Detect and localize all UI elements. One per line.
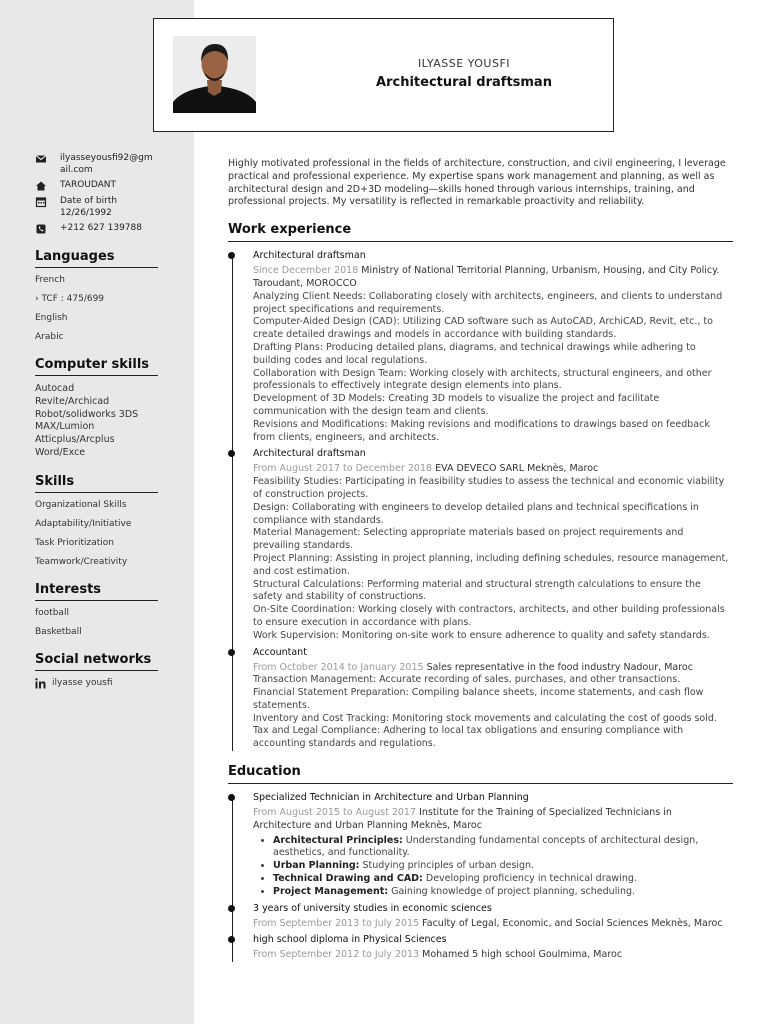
work-description (253, 291, 733, 445)
bullet-text: Understanding fundamental concepts of architectural design, aesthetics, and functionality. (273, 834, 699, 859)
education-entry (253, 933, 733, 962)
work-date: Since December 2018 (253, 265, 359, 277)
skills-heading: Skills (35, 474, 158, 493)
education-bullet (273, 835, 733, 861)
education-meta (253, 807, 733, 833)
computer-skill-item: Word/Exce (35, 446, 86, 458)
social-heading: Social networks (35, 652, 158, 671)
bullet-text: Developing proficiency in technical drawing. (422, 873, 637, 885)
work-description-line: Transaction Management: Accurate recording of sales, purchases, and other transactions. (253, 674, 681, 686)
work-meta (253, 265, 733, 291)
work-location: Nadour, Maroc (623, 661, 693, 673)
timeline-dot (228, 252, 235, 259)
phone-icon (35, 223, 47, 235)
education-title: Specialized Technician in Architecture and Urban Planning (253, 792, 529, 804)
profile-summary: Highly motivated professional in the fields of architecture, construction, and civil engineering, I leverage practical and professional experience. My expertise spans work management and planning, as well as architectural design and 2D+3D modeling—skills honed through various internships, training, and professional projects. My versatility is reflected in remarkable proactivity and reliability. (228, 158, 726, 208)
languages-heading: Languages (35, 249, 158, 268)
work-description-line: Computer-Aided Design (CAD): Utilizing CAD software such as AutoCAD, ArchiCAD, Revit, etc., to create detailed drawings and models in accordance with building standards. (253, 316, 713, 341)
work-description-line: Collaboration with Design Team: Working closely with architects, structural engineers, and other professionals to effectively integrate design elements into plans. (253, 367, 712, 392)
work-description-line: Design: Collaborating with engineers to develop detailed plans and technical specifications in compliance with standards. (253, 501, 699, 526)
education-bullet (273, 860, 733, 873)
computer-skills-heading: Computer skills (35, 357, 158, 376)
work-timeline (228, 249, 733, 751)
main-content (228, 158, 733, 965)
timeline-line (232, 252, 233, 751)
education-date: From September 2013 to July 2015 (253, 917, 420, 929)
mail-icon (35, 153, 47, 165)
work-description-line: Work Supervision: Monitoring on-site work to ensure adherence to quality and safety standards. (253, 629, 710, 641)
work-description-line: Project Planning: Assisting in project planning, including defining schedules, resource management, and cost estimation. (253, 552, 729, 577)
work-description-line: Material Management: Selecting appropriate materials based on project requirements and prevailing standards. (253, 527, 684, 552)
work-title: Architectural draftsman (253, 448, 366, 460)
work-organization: Ministry of National Territorial Planning, Urbanism, Housing, and City Policy. (361, 265, 720, 277)
computer-skill-item: Autocad (35, 383, 75, 394)
education-bullet (273, 873, 733, 886)
timeline-dot (228, 794, 235, 801)
sidebar (35, 152, 158, 689)
education-date: From August 2015 to August 2017 (253, 807, 417, 819)
work-date: From August 2017 to December 2018 (253, 463, 433, 475)
linkedin-link[interactable] (35, 678, 158, 689)
contact-email[interactable] (35, 152, 158, 176)
education-title: 3 years of university studies in economic sciences (253, 902, 492, 914)
education-bullet-list (253, 835, 733, 899)
phone-text: +212 627 139788 (60, 223, 142, 233)
job-title: Architectural draftsman (376, 75, 552, 90)
contact-city (35, 179, 158, 192)
work-description-line: Feasibility Studies: Participating in feasibility studies to assess the technical and economic viability of construction projects. (253, 476, 725, 500)
education-organization: Institute for the Training of Specialized Technicians in Architecture and Urban Planning (253, 807, 672, 831)
timeline-dot (228, 450, 235, 457)
education-location: Meknès, Maroc (651, 917, 723, 929)
timeline-dot (228, 649, 235, 656)
bullet-label: Architectural Principles: (273, 834, 403, 846)
computer-skill-item: Atticplus/Arcplus (35, 434, 115, 446)
dob-value: 12/26/1992 (60, 208, 112, 218)
computer-skills-text (35, 383, 158, 460)
education-heading: Education (228, 764, 733, 784)
linkedin-name: ilyasse yousfi (52, 678, 113, 689)
bullet-label: Urban Planning: (273, 860, 360, 872)
work-description-line: Revisions and Modifications: Making revisions and modifications to drawings based on feedback from clients, engineers, and architects. (253, 418, 710, 443)
computer-skill-item: Revite/Archicad (35, 395, 110, 407)
work-entry (253, 646, 733, 752)
email-text: ilyasseyousfi92@gmail.com (60, 153, 153, 175)
education-entry (253, 902, 733, 931)
work-description-line: Financial Statement Preparation: Compiling balance sheets, income statements, and cash flow statements. (253, 687, 704, 711)
work-title: Accountant (253, 646, 307, 658)
timeline-dot (228, 905, 235, 912)
bullet-label: Technical Drawing and CAD: (273, 873, 423, 885)
work-meta (253, 662, 733, 675)
work-entry (253, 447, 733, 642)
education-organization: Faculty of Legal, Economic, and Social Sciences (422, 917, 649, 929)
work-description-line: Analyzing Client Needs: Collaborating closely with architects, engineers, and clients to understand project specifications and requirements. (253, 290, 723, 315)
interest-item: football (35, 607, 69, 618)
skill-item: Task Prioritization (35, 537, 114, 548)
work-location: Taroudant, MOROCCO (253, 277, 357, 289)
language-item: English (35, 313, 68, 323)
city-text: TAROUDANT (60, 180, 117, 190)
language-item: › TCF : 475/699 (35, 294, 105, 304)
education-meta (253, 918, 733, 931)
calendar-icon (35, 196, 47, 208)
dob-label: Date of birth (60, 196, 118, 206)
profile-photo (173, 36, 256, 113)
work-date: From October 2014 to January 2015 (253, 661, 424, 673)
computer-skill-item: Robot/solidworks 3DS MAX/Lumion (35, 408, 139, 433)
interest-item: Basketball (35, 626, 82, 637)
contact-dob (35, 195, 158, 219)
education-location: Goulmima, Maroc (538, 949, 623, 961)
skill-item: Teamwork/Creativity (35, 556, 128, 567)
education-location: Meknès, Maroc (410, 819, 482, 831)
language-item: Arabic (35, 332, 64, 342)
resume-header (153, 18, 614, 132)
interests-heading: Interests (35, 582, 158, 601)
education-bullet (273, 886, 733, 899)
work-title: Architectural draftsman (253, 250, 366, 262)
bullet-text: Studying principles of urban design. (359, 860, 535, 872)
contact-phone[interactable] (35, 222, 158, 235)
candidate-name: ILYASSE YOUSFI (417, 57, 511, 70)
education-entry (253, 791, 733, 899)
home-icon (35, 180, 47, 192)
linkedin-icon (35, 678, 46, 689)
education-title: high school diploma in Physical Sciences (253, 934, 447, 946)
bullet-text: Gaining knowledge of project planning, scheduling. (388, 885, 636, 897)
work-organization: EVA DEVECO SARL (435, 463, 525, 475)
work-description-line: Inventory and Cost Tracking: Monitoring stock movements and calculating the cost of goods sold. (253, 712, 717, 724)
language-item: French (35, 275, 65, 285)
work-organization: Sales representative in the food industry (426, 661, 621, 673)
work-description-line: Tax and Legal Compliance: Adhering to local tax obligations and ensuring compliance with accounting standards and regulations. (253, 725, 684, 750)
work-description (253, 674, 733, 751)
work-description-line: Drafting Plans: Producing detailed plans, diagrams, and technical drawings while adhering to building codes and local regulations. (253, 341, 696, 366)
skill-item: Adaptability/Initiative (35, 518, 132, 529)
education-organization: Mohamed 5 high school (422, 949, 536, 961)
work-description-line: Structural Calculations: Performing material and structural strength calculations to ensure the safety and stability of constructions. (253, 578, 701, 603)
work-entry (253, 249, 733, 444)
bullet-label: Project Management: (273, 885, 389, 897)
work-description (253, 476, 733, 642)
work-description-line: On-Site Coordination: Working closely with contractors, architects, and other building professionals to ensure execution in accordance with plans. (253, 604, 725, 628)
timeline-dot (228, 936, 235, 943)
work-experience-heading: Work experience (228, 222, 733, 242)
work-location: Meknès, Maroc (527, 463, 599, 475)
work-description-line: Development of 3D Models: Creating 3D models to visualize the project and facilitate communication with the design team and clients. (253, 393, 660, 417)
education-meta (253, 949, 733, 962)
education-date: From September 2012 to July 2013 (253, 949, 420, 961)
skill-item: Organizational Skills (35, 499, 127, 510)
education-timeline (228, 791, 733, 962)
work-meta (253, 463, 733, 476)
